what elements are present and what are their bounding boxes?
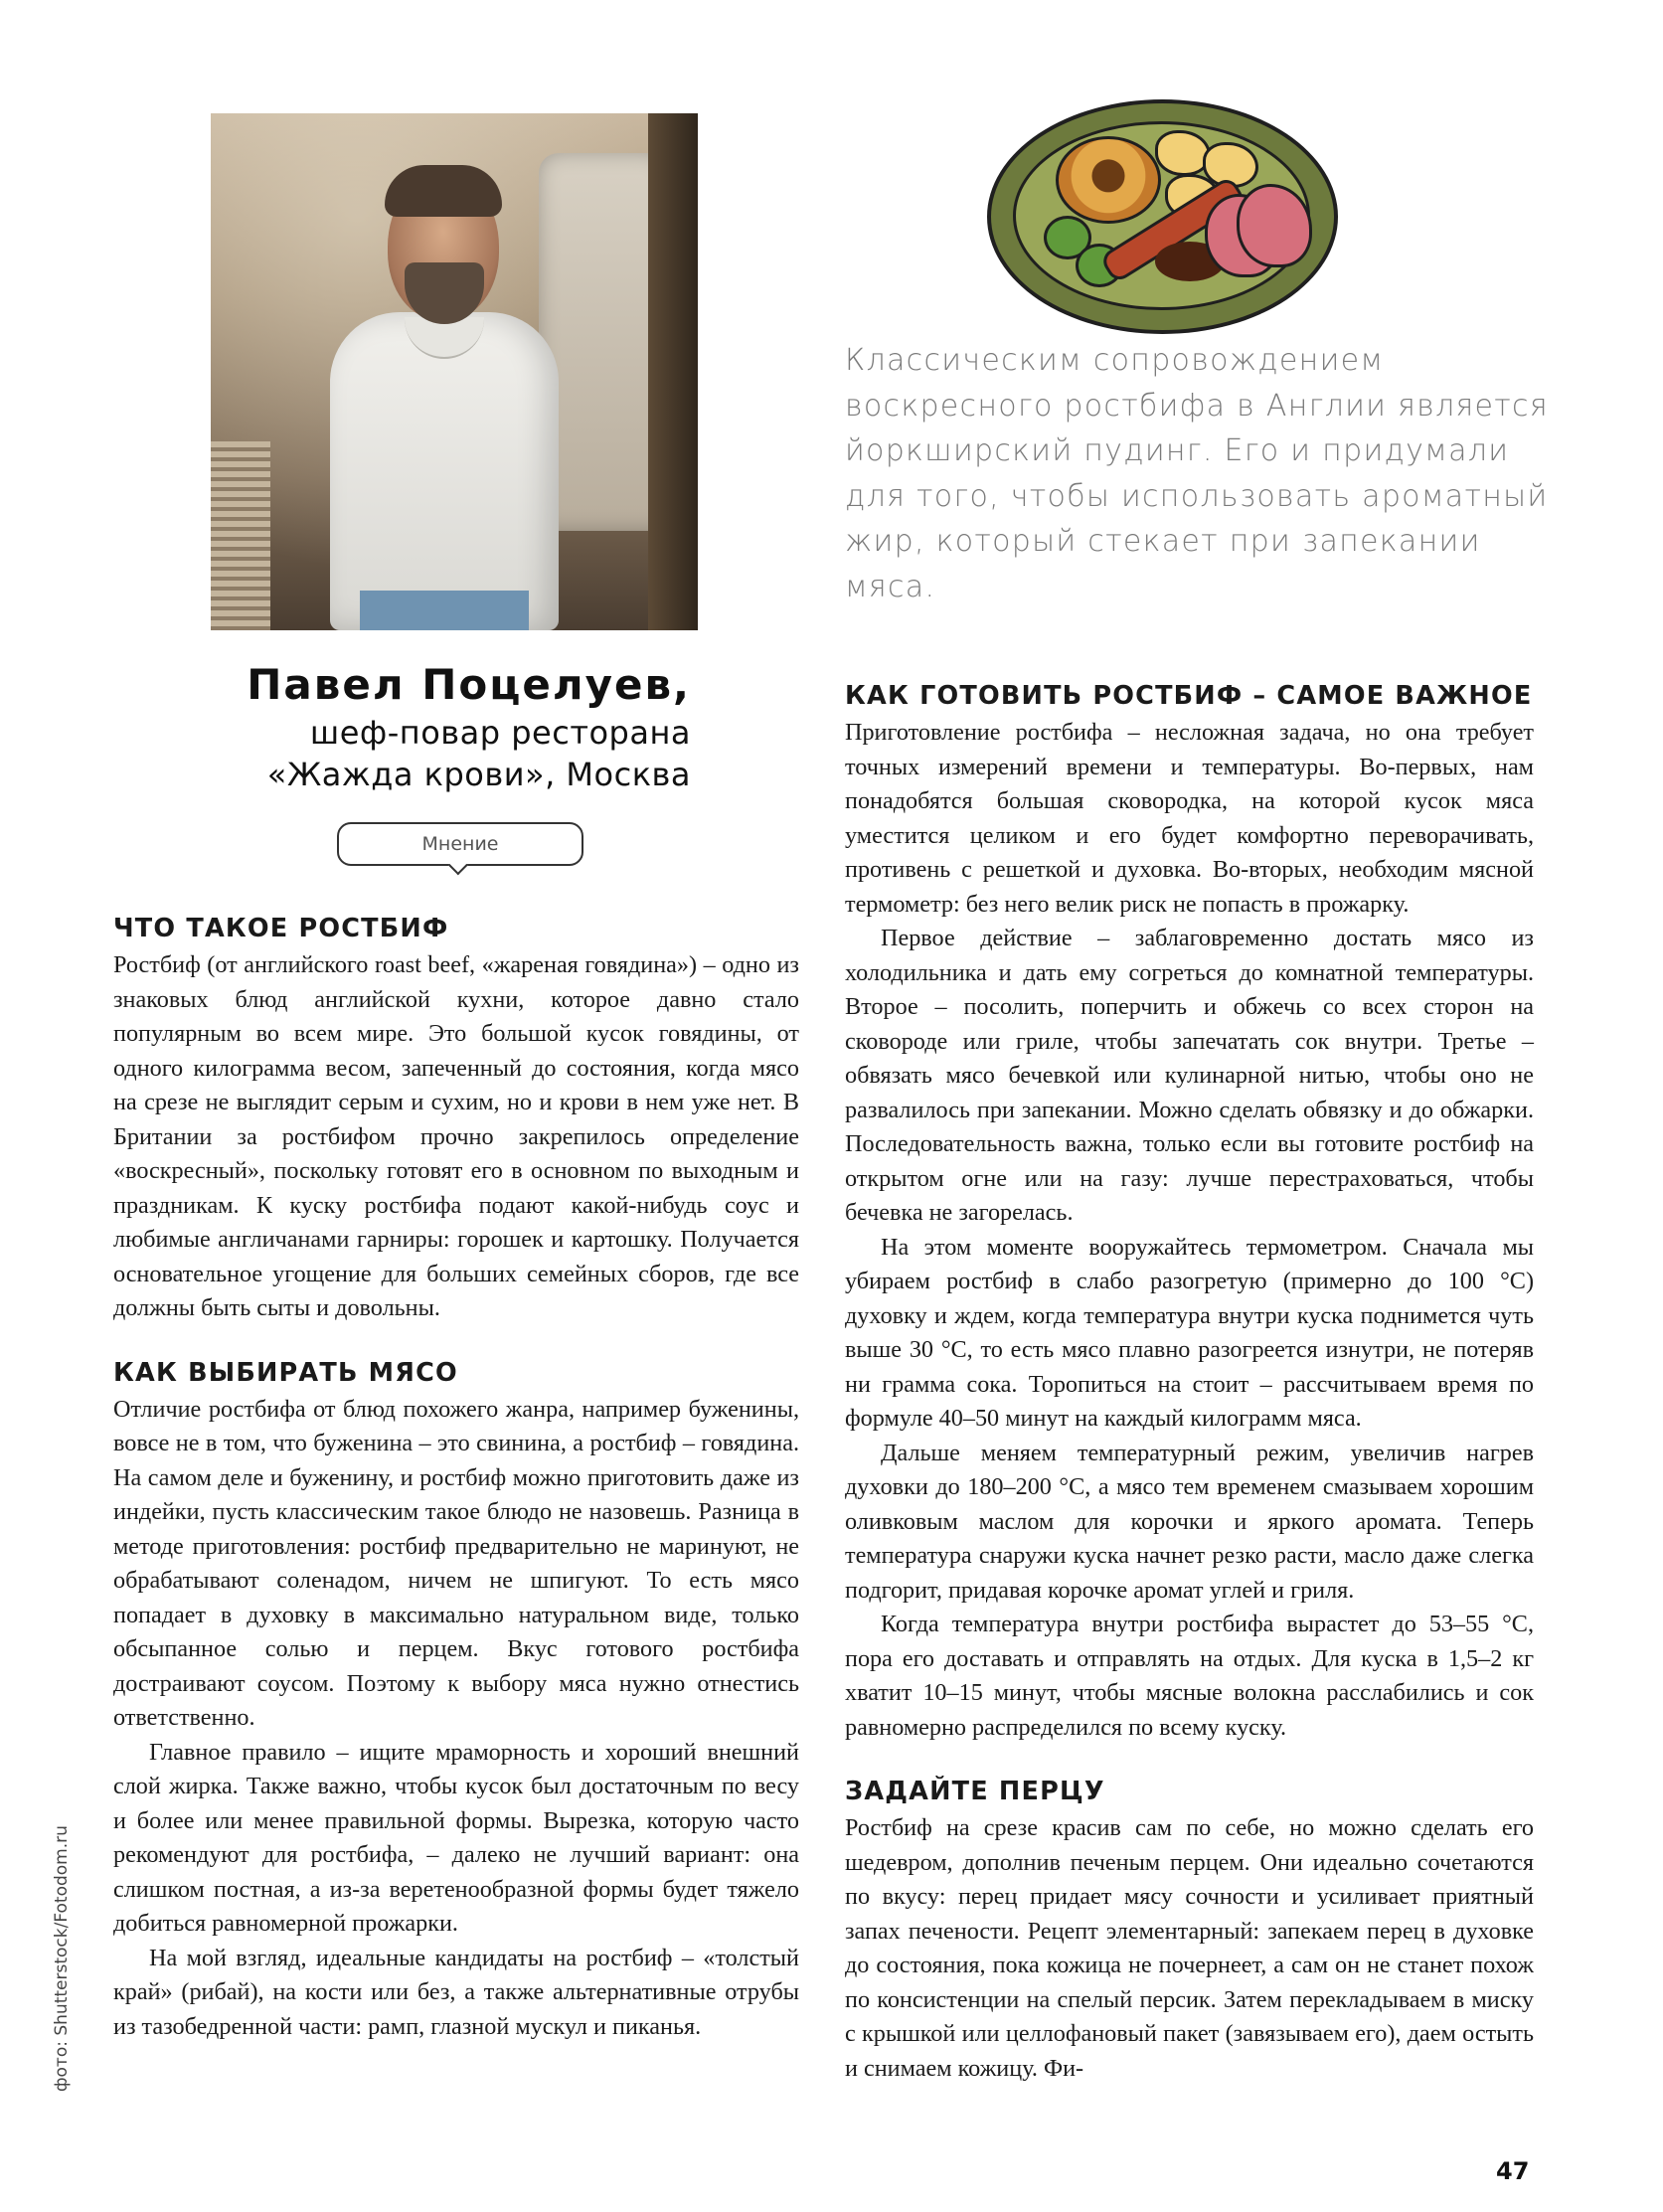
- paragraph: Когда температура внутри ростбифа вырастет до 53–55 °C, пора его доставать и отправлять на отдых. Для куска в 1,5–2 кг хватит 10–15 минут, чтобы мясные волокна расслабились и сок равномерно распределился по всему куску.: [845, 1611, 1534, 1741]
- photo-caption: [845, 338, 1561, 609]
- section-heading: ЧТО ТАКОЕ РОСТБИФ: [113, 914, 449, 943]
- page-number: 47: [1496, 2157, 1530, 2185]
- author-name: Павел Поцелуев,: [247, 660, 691, 709]
- photo-credit: фото: Shutterstock/Fotodom.ru: [52, 1825, 72, 2092]
- caption-line: жир, который стекает при запекании мяса.: [845, 524, 1481, 604]
- right-column: [845, 676, 1534, 2086]
- author-role-line: «Жажда крови», Москва: [266, 756, 691, 793]
- paragraph: Ростбиф на срезе красив сам по себе, но можно сделать его шедевром, дополнив печеным перцем. Они идеально сочетаются по вкусу: перец придает мясу сочности и усиливает приятный запах печености. Рецепт элементарный: запекаем перец в духовке до состояния, пока кожица не почернеет, а сам он не станет похож по консистенции на спелый персик. Затем перекладываем в миску с крышкой или целлофановый пакет (завязываем его), даем остыть и снимаем кожицу. Фи-: [845, 1814, 1534, 2082]
- beef-slice: [1237, 184, 1312, 267]
- plate-inner: [1013, 121, 1310, 310]
- yorkshire-pudding: [1056, 136, 1161, 224]
- opinion-badge: [337, 822, 583, 866]
- paragraph: Дальше меняем температурный режим, увеличив нагрев духовки до 180–200 °C, а мясо тем временем смазываем хорошим оливковым маслом для корочки и яркого аромата. Теперь температура снаружи куска начнет резко расти, масло даже слегка подгорит, придавая корочке аромат углей и гриля.: [845, 1439, 1534, 1604]
- paragraph: Отличие ростбифа от блюд похожего жанра, например буженины, вовсе не в том, что буженина – это свинина, а ростбиф – говядина. На самом деле и буженину, и ростбиф можно приготовить даже из индейки, пусть классическим такое блюдо не назовешь. Разница в методе приготовления: ростбиф предварительно не маринуют, не обрабатывают соленадом, ничем не шпигуют. То есть мясо попадает в духовку в максимально натуральном виде, только обсыпанное солью и перцем. Вкус готового ростбифа достраивают соусом. Поэтому к выбору мяса нужно отнестись ответственно.: [113, 1395, 799, 1731]
- speech-tail: [448, 855, 468, 875]
- photo-pillar: [648, 113, 698, 630]
- section-heading: КАК ВЫБИРАТЬ МЯСО: [113, 1357, 458, 1388]
- photo-chef-jacket: [330, 312, 559, 630]
- opinion-badge-label: Мнение: [421, 833, 499, 855]
- left-column: [113, 909, 799, 2044]
- section-heading: КАК ГОТОВИТЬ РОСТБИФ – САМОЕ ВАЖНОЕ: [845, 681, 1533, 711]
- paragraph: На этом моменте вооружайтесь термометром. Сначала мы убираем ростбиф в слабо разогретую (примерно до 100 °C) духовку и ждем, когда температура внутри куска поднимется чуть выше 30 °C, то есть мясо плавно разогреется изнутри, не потеряв ни грамма сока. Торопиться на стоит – рассчитываем время по формуле 40–50 минут на каждый килограмм мяса.: [845, 1233, 1534, 1432]
- paragraph: Приготовление ростбифа – несложная задача, но она требует точных измерений времени и температуры. Во-первых, нам понадобятся большая сковородка, на которой кусок мяса уместится целиком и его будет комфортно переворачивать, противень с решеткой и духовка. Во-вторых, необходим мясной термометр: без него велик риск не попасть в прожарку.: [845, 719, 1534, 918]
- chef-photo: [211, 113, 698, 630]
- paragraph: Главное правило – ищите мраморность и хороший внешний слой жирка. Также важно, чтобы кусок был достаточным по весу и более или менее правильной формы. Вырезка, которую часто рекомендуют для ростбифа, – далеко не лучший вариант: она слишком постная, а из-за веретенообразной формы будет тяжело добиться равномерной прожарки.: [113, 1738, 799, 1937]
- paragraph: На мой взгляд, идеальные кандидаты на ростбиф – «толстый край» (рибай), на кости или без, а также альтернативные отрубы из тазобедренной части: рамп, глазной мускул и пиканья.: [113, 1944, 799, 2040]
- caption-line: Классическим сопровождением: [845, 343, 1385, 378]
- caption-line: воскресного ростбифа в Англии является: [845, 388, 1549, 424]
- photo-chef-hair: [385, 165, 502, 217]
- author-role: [149, 712, 691, 795]
- paragraph: Ростбиф (от английского roast beef, «жареная говядина») – одно из знаковых блюд английской кухни, которое давно стало популярным во всем мире. Это большой кусок говядины, от одного килограмма весом, запеченный до состояния, когда мясо на срезе не выглядит серым и сухим, но и крови в нем уже нет. В Британии за ростбифом прочно закрепилось определение «воскресный», поскольку готовят его в основном по выходным и праздникам. К куску ростбифа подают какой-нибудь соус и любимые англичанами гарниры: горошек и картошку. Получается основательное угощение для больших семейных сборов, где все должны быть сыты и довольны.: [113, 951, 799, 1321]
- roast-plate-illustration: [987, 99, 1338, 334]
- caption-line: для того, чтобы использовать ароматный: [845, 478, 1549, 514]
- paragraph: Первое действие – заблаговременно достать мясо из холодильника и дать ему согреться до комнатной температуры. Второе – посолить, поперчить и обжечь со всех сторон на сковороде или гриле, чтобы запечатать сок внутри. Третье – обвязать мясо бечевкой или кулинарной нитью, чтобы оно не развалилось при запекании. Можно сделать обвязку и до обжарки. Последовательность важна, только если вы готовите ростбиф на открытом огне или на газу: лучше перестраховаться, чтобы бечевка не загорелась.: [845, 925, 1534, 1226]
- caption-line: йоркширский пудинг. Его и придумали: [845, 433, 1510, 468]
- section-heading: ЗАДАЙТЕ ПЕРЦУ: [845, 1777, 1105, 1806]
- author-role-line: шеф-повар ресторана: [309, 714, 691, 752]
- photo-jeans: [360, 591, 529, 630]
- photo-plates-stack: [211, 441, 270, 630]
